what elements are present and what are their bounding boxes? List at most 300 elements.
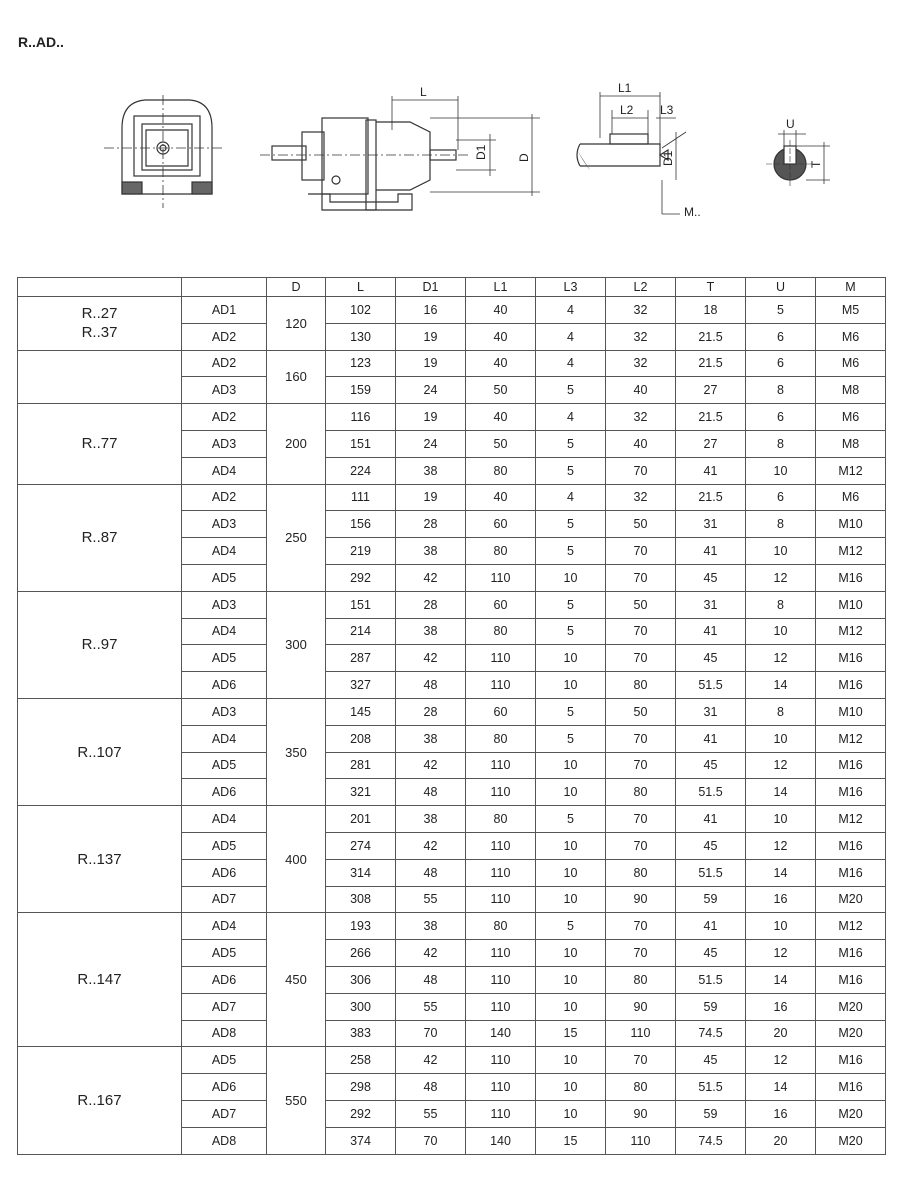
- table-cell: 51.5: [676, 1074, 746, 1101]
- table-cell: 14: [746, 672, 816, 699]
- table-cell: 102: [326, 297, 396, 324]
- table-cell: 32: [606, 297, 676, 324]
- header-row: [18, 278, 886, 297]
- table-cell: 8: [746, 511, 816, 538]
- table-row: [18, 806, 886, 833]
- table-cell: 60: [466, 511, 536, 538]
- table-cell: 314: [326, 859, 396, 886]
- table-cell: M6: [816, 484, 886, 511]
- adapter-cell: AD4: [182, 457, 267, 484]
- table-cell: 219: [326, 538, 396, 565]
- table-cell: 201: [326, 806, 396, 833]
- table-cell: 50: [606, 591, 676, 618]
- table-cell: 5: [536, 913, 606, 940]
- table-cell: 5: [536, 511, 606, 538]
- table-cell: M6: [816, 350, 886, 377]
- d-value-cell: 120: [267, 297, 326, 351]
- table-cell: 110: [466, 1047, 536, 1074]
- table-cell: 32: [606, 484, 676, 511]
- table-cell: 16: [746, 886, 816, 913]
- adapter-cell: AD5: [182, 1047, 267, 1074]
- table-cell: 130: [326, 323, 396, 350]
- table-cell: 10: [536, 779, 606, 806]
- table-cell: 8: [746, 591, 816, 618]
- table-cell: M12: [816, 913, 886, 940]
- table-cell: M5: [816, 297, 886, 324]
- table-cell: 70: [606, 457, 676, 484]
- table-cell: 266: [326, 940, 396, 967]
- table-cell: M12: [816, 538, 886, 565]
- table-cell: 48: [396, 859, 466, 886]
- table-cell: 110: [606, 1020, 676, 1047]
- table-cell: 12: [746, 1047, 816, 1074]
- table-cell: 80: [466, 618, 536, 645]
- table-cell: 55: [396, 886, 466, 913]
- table-cell: 10: [746, 538, 816, 565]
- table-cell: M12: [816, 457, 886, 484]
- table-cell: 10: [536, 940, 606, 967]
- table-cell: 208: [326, 725, 396, 752]
- table-cell: 90: [606, 993, 676, 1020]
- table-cell: M10: [816, 511, 886, 538]
- table-cell: 70: [606, 752, 676, 779]
- table-cell: 287: [326, 645, 396, 672]
- table-cell: 40: [466, 404, 536, 431]
- table-cell: 20: [746, 1020, 816, 1047]
- table-cell: 48: [396, 1074, 466, 1101]
- table-cell: 28: [396, 698, 466, 725]
- table-cell: M16: [816, 1074, 886, 1101]
- table-cell: 12: [746, 564, 816, 591]
- table-cell: 38: [396, 725, 466, 752]
- table-cell: 224: [326, 457, 396, 484]
- adapter-cell: AD4: [182, 538, 267, 565]
- table-cell: 45: [676, 564, 746, 591]
- table-cell: 10: [746, 806, 816, 833]
- table-cell: 8: [746, 430, 816, 457]
- adapter-cell: AD7: [182, 993, 267, 1020]
- table-cell: 21.5: [676, 404, 746, 431]
- table-cell: 38: [396, 618, 466, 645]
- table-cell: 5: [536, 618, 606, 645]
- table-cell: 40: [466, 350, 536, 377]
- table-cell: 14: [746, 966, 816, 993]
- table-cell: 374: [326, 1127, 396, 1154]
- table-cell: 10: [536, 1074, 606, 1101]
- table-cell: 151: [326, 591, 396, 618]
- table-cell: 70: [606, 806, 676, 833]
- table-cell: 4: [536, 297, 606, 324]
- table-cell: 5: [536, 430, 606, 457]
- table-cell: 321: [326, 779, 396, 806]
- table-cell: 42: [396, 1047, 466, 1074]
- table-cell: 111: [326, 484, 396, 511]
- table-cell: 6: [746, 323, 816, 350]
- table-cell: 90: [606, 886, 676, 913]
- table-cell: 48: [396, 779, 466, 806]
- adapter-cell: AD5: [182, 940, 267, 967]
- table-cell: 19: [396, 350, 466, 377]
- table-cell: 80: [606, 672, 676, 699]
- technical-drawings: [0, 70, 900, 230]
- table-cell: 110: [466, 993, 536, 1020]
- adapter-cell: AD5: [182, 832, 267, 859]
- table-cell: 45: [676, 645, 746, 672]
- table-cell: 14: [746, 859, 816, 886]
- table-cell: 45: [676, 832, 746, 859]
- table-cell: 6: [746, 484, 816, 511]
- table-cell: 28: [396, 591, 466, 618]
- table-cell: 10: [536, 859, 606, 886]
- table-cell: 16: [396, 297, 466, 324]
- table-cell: 292: [326, 1100, 396, 1127]
- table-cell: 24: [396, 377, 466, 404]
- adapter-cell: AD3: [182, 377, 267, 404]
- table-cell: 41: [676, 913, 746, 940]
- adapter-cell: AD5: [182, 752, 267, 779]
- table-cell: 80: [606, 779, 676, 806]
- table-row: [18, 913, 886, 940]
- column-header: D1: [396, 278, 466, 297]
- table-cell: 50: [466, 430, 536, 457]
- table-cell: 90: [606, 1100, 676, 1127]
- table-cell: 300: [326, 993, 396, 1020]
- table-cell: 308: [326, 886, 396, 913]
- model-cell: R..147: [18, 913, 182, 1047]
- table-cell: M16: [816, 564, 886, 591]
- table-cell: 10: [536, 645, 606, 672]
- table-cell: 31: [676, 591, 746, 618]
- column-header: [182, 278, 267, 297]
- adapter-cell: AD4: [182, 725, 267, 752]
- page-title: R..AD..: [18, 34, 64, 50]
- table-cell: 156: [326, 511, 396, 538]
- table-cell: 74.5: [676, 1020, 746, 1047]
- table-cell: M16: [816, 832, 886, 859]
- table-cell: 40: [606, 377, 676, 404]
- table-cell: 5: [536, 538, 606, 565]
- table-cell: M10: [816, 591, 886, 618]
- model-cell: R..87: [18, 484, 182, 591]
- table-cell: 110: [466, 1100, 536, 1127]
- table-cell: 41: [676, 806, 746, 833]
- table-cell: 274: [326, 832, 396, 859]
- table-cell: 38: [396, 538, 466, 565]
- column-header: L2: [606, 278, 676, 297]
- table-cell: 110: [466, 564, 536, 591]
- table-cell: M16: [816, 859, 886, 886]
- d-value-cell: 250: [267, 484, 326, 591]
- table-cell: 42: [396, 832, 466, 859]
- adapter-cell: AD6: [182, 966, 267, 993]
- table-cell: 70: [606, 1047, 676, 1074]
- table-cell: 5: [536, 725, 606, 752]
- table-cell: 50: [606, 698, 676, 725]
- table-cell: 10: [536, 564, 606, 591]
- table-cell: 151: [326, 430, 396, 457]
- table-cell: 20: [746, 1127, 816, 1154]
- table-cell: M16: [816, 752, 886, 779]
- table-cell: M12: [816, 618, 886, 645]
- table-cell: M6: [816, 323, 886, 350]
- table-cell: 12: [746, 752, 816, 779]
- table-cell: 10: [536, 832, 606, 859]
- column-header: L: [326, 278, 396, 297]
- adapter-cell: AD6: [182, 859, 267, 886]
- table-row: [18, 698, 886, 725]
- table-cell: 5: [536, 457, 606, 484]
- table-cell: 48: [396, 966, 466, 993]
- table-cell: M16: [816, 645, 886, 672]
- table-cell: 298: [326, 1074, 396, 1101]
- model-cell: [18, 350, 182, 404]
- table-cell: 80: [466, 806, 536, 833]
- table-cell: M10: [816, 698, 886, 725]
- table-cell: 110: [466, 779, 536, 806]
- table-cell: 21.5: [676, 484, 746, 511]
- d-value-cell: 450: [267, 913, 326, 1047]
- table-cell: 10: [536, 672, 606, 699]
- table-cell: 38: [396, 806, 466, 833]
- table-row: [18, 484, 886, 511]
- table-cell: 110: [466, 886, 536, 913]
- table-cell: 21.5: [676, 323, 746, 350]
- table-cell: M20: [816, 1020, 886, 1047]
- table-row: [18, 350, 886, 377]
- table-row: [18, 297, 886, 324]
- table-cell: 70: [606, 645, 676, 672]
- table-cell: 41: [676, 538, 746, 565]
- dim-label-T: T: [809, 160, 823, 168]
- table-cell: 42: [396, 940, 466, 967]
- table-cell: 55: [396, 993, 466, 1020]
- table-cell: 5: [536, 591, 606, 618]
- table-cell: 123: [326, 350, 396, 377]
- table-cell: 32: [606, 350, 676, 377]
- table-cell: M16: [816, 672, 886, 699]
- table-row: [18, 591, 886, 618]
- adapter-cell: AD3: [182, 430, 267, 457]
- table-cell: 38: [396, 913, 466, 940]
- table-cell: 80: [466, 725, 536, 752]
- table-cell: 193: [326, 913, 396, 940]
- table-cell: M16: [816, 779, 886, 806]
- table-cell: 74.5: [676, 1127, 746, 1154]
- table-cell: 8: [746, 377, 816, 404]
- table-cell: 10: [746, 913, 816, 940]
- table-cell: 70: [606, 564, 676, 591]
- table-cell: 42: [396, 645, 466, 672]
- table-cell: 70: [396, 1020, 466, 1047]
- table-cell: 80: [606, 966, 676, 993]
- table-cell: 40: [466, 323, 536, 350]
- table-cell: 5: [536, 377, 606, 404]
- dim-label-M: M..: [684, 205, 701, 219]
- d-value-cell: 160: [267, 350, 326, 404]
- table-cell: 70: [606, 913, 676, 940]
- table-cell: 27: [676, 430, 746, 457]
- table-cell: 40: [606, 430, 676, 457]
- dim-label-L3: L3: [660, 103, 674, 117]
- adapter-cell: AD2: [182, 350, 267, 377]
- adapter-cell: AD4: [182, 618, 267, 645]
- table-cell: 41: [676, 725, 746, 752]
- table-cell: 18: [676, 297, 746, 324]
- column-header: L1: [466, 278, 536, 297]
- adapter-cell: AD5: [182, 645, 267, 672]
- table-cell: 24: [396, 430, 466, 457]
- table-cell: 292: [326, 564, 396, 591]
- table-cell: 4: [536, 484, 606, 511]
- table-cell: M20: [816, 1100, 886, 1127]
- table-cell: 15: [536, 1020, 606, 1047]
- table-cell: 41: [676, 618, 746, 645]
- front-view-drawing: [104, 95, 224, 208]
- table-cell: 5: [536, 806, 606, 833]
- column-header: U: [746, 278, 816, 297]
- table-cell: 110: [466, 832, 536, 859]
- table-cell: 31: [676, 698, 746, 725]
- table-cell: 306: [326, 966, 396, 993]
- table-cell: 16: [746, 993, 816, 1020]
- table-cell: 40: [466, 484, 536, 511]
- table-cell: 51.5: [676, 859, 746, 886]
- table-row: [18, 404, 886, 431]
- table-cell: 110: [466, 645, 536, 672]
- table-cell: 145: [326, 698, 396, 725]
- table-cell: 14: [746, 1074, 816, 1101]
- column-header: T: [676, 278, 746, 297]
- adapter-cell: AD4: [182, 806, 267, 833]
- table-cell: 59: [676, 993, 746, 1020]
- side-view-drawing: [260, 96, 540, 210]
- table-cell: 140: [466, 1127, 536, 1154]
- table-cell: 41: [676, 457, 746, 484]
- adapter-cell: AD7: [182, 1100, 267, 1127]
- adapter-cell: AD3: [182, 511, 267, 538]
- table-cell: 45: [676, 752, 746, 779]
- table-cell: 70: [606, 538, 676, 565]
- table-cell: 51.5: [676, 672, 746, 699]
- table-cell: 27: [676, 377, 746, 404]
- table-cell: 8: [746, 698, 816, 725]
- table-cell: 70: [606, 618, 676, 645]
- table-cell: 10: [536, 886, 606, 913]
- table-cell: 60: [466, 591, 536, 618]
- table-cell: M8: [816, 377, 886, 404]
- table-cell: 116: [326, 404, 396, 431]
- table-cell: M6: [816, 404, 886, 431]
- adapter-cell: AD8: [182, 1127, 267, 1154]
- table-cell: 21.5: [676, 350, 746, 377]
- dim-label-L1: L1: [618, 81, 632, 95]
- table-row: [18, 1047, 886, 1074]
- table-cell: 45: [676, 940, 746, 967]
- table-cell: 80: [606, 859, 676, 886]
- d-value-cell: 350: [267, 698, 326, 805]
- table-cell: 4: [536, 323, 606, 350]
- table-cell: 10: [536, 993, 606, 1020]
- table-cell: 110: [466, 859, 536, 886]
- table-cell: 50: [606, 511, 676, 538]
- table-cell: 12: [746, 940, 816, 967]
- table-cell: 28: [396, 511, 466, 538]
- table-cell: M12: [816, 806, 886, 833]
- table-cell: 38: [396, 457, 466, 484]
- table-cell: 40: [466, 297, 536, 324]
- adapter-cell: AD2: [182, 323, 267, 350]
- table-cell: 14: [746, 779, 816, 806]
- dim-label-D1: D1: [474, 144, 488, 160]
- table-cell: M20: [816, 886, 886, 913]
- adapter-cell: AD3: [182, 591, 267, 618]
- table-cell: M8: [816, 430, 886, 457]
- table-cell: 59: [676, 886, 746, 913]
- adapter-cell: AD5: [182, 564, 267, 591]
- table-cell: M16: [816, 966, 886, 993]
- table-cell: 42: [396, 564, 466, 591]
- table-cell: 10: [536, 752, 606, 779]
- table-cell: 214: [326, 618, 396, 645]
- model-cell: R..107: [18, 698, 182, 805]
- table-cell: 6: [746, 350, 816, 377]
- adapter-cell: AD3: [182, 698, 267, 725]
- d-value-cell: 200: [267, 404, 326, 484]
- model-cell: R..137: [18, 806, 182, 913]
- dim-label-U: U: [786, 117, 795, 131]
- table-body: [18, 297, 886, 1155]
- table-cell: 80: [466, 457, 536, 484]
- table-cell: 31: [676, 511, 746, 538]
- table-cell: M20: [816, 1127, 886, 1154]
- model-cell: R..97: [18, 591, 182, 698]
- table-cell: 281: [326, 752, 396, 779]
- table-cell: M20: [816, 993, 886, 1020]
- table-cell: 327: [326, 672, 396, 699]
- adapter-cell: AD1: [182, 297, 267, 324]
- shaft-section-drawing: [766, 130, 830, 188]
- column-header: L3: [536, 278, 606, 297]
- table-cell: 19: [396, 484, 466, 511]
- table-cell: 48: [396, 672, 466, 699]
- table-cell: 55: [396, 1100, 466, 1127]
- table-cell: 12: [746, 832, 816, 859]
- model-cell: R..167: [18, 1047, 182, 1154]
- adapter-cell: AD2: [182, 404, 267, 431]
- column-header: M: [816, 278, 886, 297]
- table-cell: 59: [676, 1100, 746, 1127]
- table-cell: 10: [536, 966, 606, 993]
- table-cell: 4: [536, 404, 606, 431]
- table-cell: 159: [326, 377, 396, 404]
- table-cell: 50: [466, 377, 536, 404]
- table-cell: 110: [606, 1127, 676, 1154]
- table-cell: 258: [326, 1047, 396, 1074]
- table-cell: 10: [536, 1100, 606, 1127]
- table-cell: 12: [746, 645, 816, 672]
- table-cell: 10: [746, 457, 816, 484]
- table-cell: 70: [606, 725, 676, 752]
- dim-label-D: D: [517, 153, 531, 162]
- dimension-drawings: [0, 70, 900, 230]
- table-cell: 42: [396, 752, 466, 779]
- table-cell: 5: [536, 698, 606, 725]
- table-cell: 16: [746, 1100, 816, 1127]
- adapter-cell: AD2: [182, 484, 267, 511]
- table-cell: M16: [816, 1047, 886, 1074]
- table-cell: 70: [606, 940, 676, 967]
- table-cell: 383: [326, 1020, 396, 1047]
